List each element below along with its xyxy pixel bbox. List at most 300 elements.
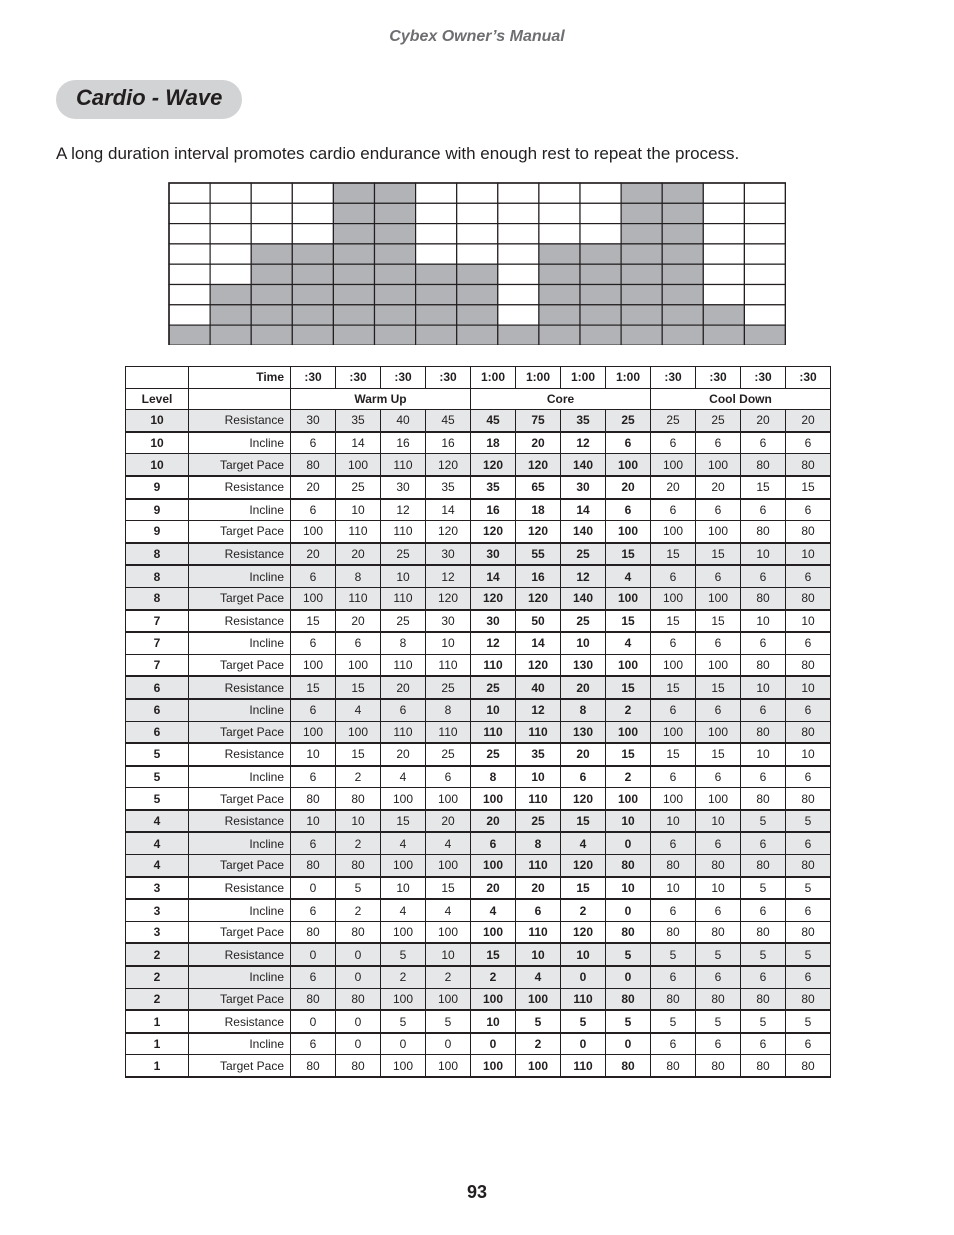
level-cell: 10 [126, 454, 189, 476]
profile-empty-cell [251, 183, 292, 203]
value-cell: 25 [426, 676, 471, 699]
level-cell: 6 [126, 699, 189, 721]
value-cell: 12 [381, 499, 426, 521]
profile-empty-cell [457, 244, 498, 264]
profile-bar-segment [662, 264, 703, 284]
value-cell: 6 [291, 432, 336, 454]
value-cell: 6 [741, 499, 786, 521]
value-cell: 15 [381, 810, 426, 833]
value-cell: 15 [651, 676, 696, 699]
metric-cell: Incline [189, 899, 291, 921]
value-cell: 6 [291, 499, 336, 521]
value-cell: 80 [606, 855, 651, 877]
section-title-pill [56, 80, 242, 119]
table-row [126, 966, 831, 988]
value-cell: 80 [786, 988, 831, 1010]
metric-cell: Incline [189, 1033, 291, 1055]
value-cell: 2 [336, 832, 381, 854]
level-cell: 5 [126, 766, 189, 788]
metric-cell: Resistance [189, 476, 291, 499]
profile-bar-segment [251, 264, 292, 284]
value-cell: 6 [696, 832, 741, 854]
value-cell: 15 [606, 676, 651, 699]
value-cell: 15 [696, 676, 741, 699]
value-cell: 10 [741, 743, 786, 766]
value-cell: 80 [606, 988, 651, 1010]
value-cell: 120 [561, 921, 606, 943]
value-cell: 130 [561, 654, 606, 676]
profile-empty-cell [457, 183, 498, 203]
profile-bar-segment [703, 305, 744, 325]
profile-bar-segment [621, 183, 662, 203]
value-cell: 2 [336, 899, 381, 921]
profile-empty-cell [457, 224, 498, 244]
value-cell: 6 [786, 766, 831, 788]
metric-cell: Incline [189, 966, 291, 988]
value-cell: 100 [516, 1055, 561, 1077]
value-cell: 15 [696, 743, 741, 766]
value-cell: 14 [561, 499, 606, 521]
profile-empty-cell [169, 224, 210, 244]
table-row [126, 499, 831, 521]
profile-bar-segment [210, 305, 251, 325]
table-row [126, 877, 831, 900]
value-cell: 30 [561, 476, 606, 499]
time-header-cell: 1:00 [561, 367, 606, 389]
profile-bar-segment [621, 244, 662, 264]
value-cell: 80 [786, 1055, 831, 1077]
value-cell: 6 [741, 432, 786, 454]
value-cell: 25 [651, 410, 696, 432]
value-cell: 110 [426, 721, 471, 743]
value-cell: 0 [291, 1010, 336, 1033]
workout-profile-svg [168, 182, 786, 345]
value-cell: 5 [786, 877, 831, 900]
value-cell: 30 [426, 543, 471, 566]
profile-bar-segment [210, 285, 251, 305]
value-cell: 6 [291, 966, 336, 988]
profile-bar-segment [375, 305, 416, 325]
value-cell: 18 [471, 432, 516, 454]
value-cell: 4 [606, 632, 651, 654]
profile-bar-segment [292, 285, 333, 305]
metric-cell: Target Pace [189, 988, 291, 1010]
value-cell: 35 [471, 476, 516, 499]
level-cell: 4 [126, 832, 189, 854]
value-cell: 110 [471, 654, 516, 676]
metric-cell: Target Pace [189, 587, 291, 609]
profile-bar-segment [375, 264, 416, 284]
value-cell: 20 [651, 476, 696, 499]
profile-bar-segment [539, 285, 580, 305]
profile-bar-segment [662, 183, 703, 203]
value-cell: 2 [561, 899, 606, 921]
value-cell: 20 [291, 476, 336, 499]
value-cell: 20 [471, 810, 516, 833]
profile-empty-cell [416, 203, 457, 223]
profile-bar-segment [416, 325, 457, 345]
value-cell: 6 [741, 832, 786, 854]
value-cell: 12 [426, 565, 471, 587]
value-cell: 4 [381, 899, 426, 921]
profile-empty-cell [703, 264, 744, 284]
time-header-row [126, 367, 831, 389]
value-cell: 120 [561, 855, 606, 877]
value-cell: 5 [606, 943, 651, 966]
profile-bar-segment [292, 244, 333, 264]
value-cell: 2 [606, 766, 651, 788]
time-header-cell: :30 [786, 367, 831, 389]
value-cell: 15 [336, 743, 381, 766]
value-cell: 10 [561, 632, 606, 654]
value-cell: 110 [381, 654, 426, 676]
value-cell: 6 [786, 499, 831, 521]
value-cell: 100 [606, 788, 651, 810]
value-cell: 25 [471, 743, 516, 766]
value-cell: 20 [381, 743, 426, 766]
level-cell: 2 [126, 966, 189, 988]
value-cell: 10 [651, 810, 696, 833]
table-row [126, 587, 831, 609]
level-cell: 7 [126, 632, 189, 654]
profile-bar-segment [375, 203, 416, 223]
value-cell: 120 [516, 521, 561, 543]
profile-bar-segment [457, 285, 498, 305]
value-cell: 80 [786, 587, 831, 609]
metric-cell: Incline [189, 699, 291, 721]
profile-bar-segment [621, 285, 662, 305]
value-cell: 6 [291, 832, 336, 854]
value-cell: 110 [516, 721, 561, 743]
level-cell: 3 [126, 921, 189, 943]
level-cell: 4 [126, 855, 189, 877]
table-row [126, 521, 831, 543]
value-cell: 6 [291, 1033, 336, 1055]
value-cell: 15 [606, 743, 651, 766]
metric-cell: Incline [189, 499, 291, 521]
value-cell: 100 [381, 788, 426, 810]
value-cell: 0 [561, 1033, 606, 1055]
value-cell: 120 [426, 454, 471, 476]
profile-empty-cell [498, 183, 539, 203]
value-cell: 100 [651, 788, 696, 810]
value-cell: 4 [426, 899, 471, 921]
value-cell: 100 [606, 654, 651, 676]
profile-bar-segment [662, 325, 703, 345]
value-cell: 80 [336, 855, 381, 877]
table-row [126, 921, 831, 943]
value-cell: 6 [741, 1033, 786, 1055]
value-cell: 20 [696, 476, 741, 499]
profile-bar-segment [621, 325, 662, 345]
profile-bar-segment [292, 305, 333, 325]
value-cell: 100 [471, 988, 516, 1010]
value-cell: 12 [561, 432, 606, 454]
metric-cell: Target Pace [189, 921, 291, 943]
value-cell: 120 [561, 788, 606, 810]
metric-cell: Target Pace [189, 721, 291, 743]
metric-cell: Resistance [189, 810, 291, 833]
value-cell: 20 [741, 410, 786, 432]
profile-empty-cell [210, 203, 251, 223]
value-cell: 6 [651, 766, 696, 788]
value-cell: 5 [651, 1010, 696, 1033]
value-cell: 16 [381, 432, 426, 454]
table-row [126, 632, 831, 654]
value-cell: 80 [336, 1055, 381, 1077]
value-cell: 6 [696, 1033, 741, 1055]
level-cell: 2 [126, 943, 189, 966]
profile-bar-segment [292, 264, 333, 284]
value-cell: 4 [471, 899, 516, 921]
time-header-cell: 1:00 [606, 367, 651, 389]
value-cell: 10 [606, 877, 651, 900]
profile-bar-segment [539, 244, 580, 264]
profile-bar-segment [251, 244, 292, 264]
value-cell: 6 [741, 699, 786, 721]
profile-bar-segment [333, 244, 374, 264]
value-cell: 0 [336, 1010, 381, 1033]
profile-bar-segment [210, 325, 251, 345]
value-cell: 6 [741, 766, 786, 788]
value-cell: 35 [336, 410, 381, 432]
value-cell: 5 [336, 877, 381, 900]
value-cell: 130 [561, 721, 606, 743]
value-cell: 80 [291, 788, 336, 810]
level-cell: 8 [126, 587, 189, 609]
value-cell: 80 [741, 587, 786, 609]
value-cell: 8 [336, 565, 381, 587]
table-row [126, 832, 831, 854]
profile-empty-cell [580, 183, 621, 203]
metric-cell: Resistance [189, 877, 291, 900]
value-cell: 15 [561, 877, 606, 900]
value-cell: 80 [696, 855, 741, 877]
value-cell: 100 [291, 721, 336, 743]
profile-empty-cell [292, 224, 333, 244]
profile-bar-segment [621, 264, 662, 284]
profile-empty-cell [703, 183, 744, 203]
value-cell: 10 [291, 743, 336, 766]
value-cell: 5 [786, 943, 831, 966]
value-cell: 25 [561, 610, 606, 633]
value-cell: 100 [606, 587, 651, 609]
table-row [126, 810, 831, 833]
value-cell: 80 [741, 855, 786, 877]
value-cell: 110 [381, 454, 426, 476]
value-cell: 30 [426, 610, 471, 633]
profile-bar-segment [375, 244, 416, 264]
value-cell: 40 [381, 410, 426, 432]
value-cell: 12 [561, 565, 606, 587]
profile-empty-cell [498, 203, 539, 223]
value-cell: 120 [516, 654, 561, 676]
value-cell: 80 [741, 788, 786, 810]
value-cell: 6 [651, 565, 696, 587]
level-cell: 8 [126, 565, 189, 587]
profile-empty-cell [169, 264, 210, 284]
value-cell: 6 [741, 899, 786, 921]
value-cell: 6 [471, 832, 516, 854]
value-cell: 120 [426, 521, 471, 543]
value-cell: 4 [381, 766, 426, 788]
value-cell: 45 [471, 410, 516, 432]
profile-empty-cell [251, 203, 292, 223]
metric-cell: Resistance [189, 1010, 291, 1033]
value-cell: 6 [291, 699, 336, 721]
level-cell: 2 [126, 988, 189, 1010]
value-cell: 100 [336, 654, 381, 676]
value-cell: 6 [651, 832, 696, 854]
intro-paragraph: A long duration interval promotes cardio endurance with enough rest to repeat the process. [56, 144, 740, 163]
value-cell: 110 [561, 988, 606, 1010]
profile-empty-cell [498, 285, 539, 305]
value-cell: 4 [561, 832, 606, 854]
value-cell: 6 [291, 632, 336, 654]
value-cell: 6 [741, 632, 786, 654]
metric-cell: Target Pace [189, 454, 291, 476]
value-cell: 16 [426, 432, 471, 454]
time-header-cell: :30 [696, 367, 741, 389]
profile-bar-segment [662, 224, 703, 244]
value-cell: 20 [291, 543, 336, 566]
profile-bar-segment [457, 305, 498, 325]
value-cell: 80 [606, 921, 651, 943]
value-cell: 100 [291, 587, 336, 609]
profile-bar-segment [169, 325, 210, 345]
metric-cell: Target Pace [189, 521, 291, 543]
value-cell: 6 [786, 565, 831, 587]
value-cell: 5 [651, 943, 696, 966]
profile-empty-cell [169, 183, 210, 203]
value-cell: 8 [426, 699, 471, 721]
profile-bar-segment [580, 325, 621, 345]
level-cell: 1 [126, 1010, 189, 1033]
value-cell: 6 [336, 632, 381, 654]
level-cell: 3 [126, 877, 189, 900]
value-cell: 6 [741, 565, 786, 587]
value-cell: 110 [516, 788, 561, 810]
phase-header-cell: Warm Up [291, 388, 471, 410]
value-cell: 100 [471, 788, 516, 810]
profile-bar-segment [375, 285, 416, 305]
level-cell: 10 [126, 432, 189, 454]
profile-empty-cell [210, 224, 251, 244]
value-cell: 30 [471, 543, 516, 566]
value-cell: 16 [471, 499, 516, 521]
profile-bar-segment [498, 325, 539, 345]
value-cell: 5 [741, 810, 786, 833]
value-cell: 20 [786, 410, 831, 432]
value-cell: 0 [336, 1033, 381, 1055]
value-cell: 6 [651, 632, 696, 654]
value-cell: 14 [516, 632, 561, 654]
metric-cell: Incline [189, 632, 291, 654]
value-cell: 100 [381, 1055, 426, 1077]
time-header-cell: :30 [291, 367, 336, 389]
value-cell: 100 [426, 988, 471, 1010]
level-cell: 3 [126, 899, 189, 921]
profile-empty-cell [416, 244, 457, 264]
time-header-cell: :30 [426, 367, 471, 389]
value-cell: 75 [516, 410, 561, 432]
profile-empty-cell [744, 203, 785, 223]
profile-bar-segment [539, 305, 580, 325]
value-cell: 15 [336, 676, 381, 699]
profile-bar-segment [416, 305, 457, 325]
value-cell: 25 [471, 676, 516, 699]
metric-cell: Resistance [189, 743, 291, 766]
value-cell: 80 [291, 1055, 336, 1077]
workout-profile-chart [168, 182, 786, 345]
table-row [126, 988, 831, 1010]
value-cell: 80 [786, 454, 831, 476]
value-cell: 6 [651, 432, 696, 454]
value-cell: 80 [291, 921, 336, 943]
value-cell: 140 [561, 587, 606, 609]
level-cell: 1 [126, 1055, 189, 1077]
profile-empty-cell [744, 224, 785, 244]
profile-empty-cell [744, 244, 785, 264]
value-cell: 120 [516, 454, 561, 476]
value-cell: 10 [471, 699, 516, 721]
table-row [126, 1033, 831, 1055]
value-cell: 15 [651, 543, 696, 566]
table-row [126, 476, 831, 499]
value-cell: 5 [516, 1010, 561, 1033]
metric-cell: Incline [189, 832, 291, 854]
profile-empty-cell [416, 183, 457, 203]
table-row [126, 654, 831, 676]
value-cell: 15 [606, 610, 651, 633]
profile-empty-cell [703, 244, 744, 264]
table-row [126, 699, 831, 721]
value-cell: 6 [291, 766, 336, 788]
value-cell: 8 [381, 632, 426, 654]
value-cell: 0 [291, 877, 336, 900]
metric-cell: Resistance [189, 676, 291, 699]
value-cell: 100 [651, 587, 696, 609]
value-cell: 10 [786, 743, 831, 766]
value-cell: 80 [651, 1055, 696, 1077]
profile-bar-segment [251, 325, 292, 345]
profile-empty-cell [498, 264, 539, 284]
value-cell: 5 [426, 1010, 471, 1033]
profile-bar-segment [662, 203, 703, 223]
profile-bar-segment [333, 203, 374, 223]
value-cell: 10 [561, 943, 606, 966]
value-cell: 15 [651, 743, 696, 766]
value-cell: 6 [786, 432, 831, 454]
value-cell: 6 [741, 966, 786, 988]
value-cell: 80 [291, 454, 336, 476]
profile-bar-segment [744, 325, 785, 345]
value-cell: 5 [561, 1010, 606, 1033]
value-cell: 6 [786, 1033, 831, 1055]
value-cell: 6 [651, 899, 696, 921]
value-cell: 120 [471, 454, 516, 476]
value-cell: 80 [651, 855, 696, 877]
value-cell: 6 [696, 432, 741, 454]
phase-header-row [126, 388, 831, 410]
level-label: Level [126, 388, 189, 410]
profile-empty-cell [498, 244, 539, 264]
value-cell: 30 [381, 476, 426, 499]
table-row [126, 855, 831, 877]
value-cell: 80 [786, 654, 831, 676]
level-cell: 9 [126, 499, 189, 521]
value-cell: 20 [606, 476, 651, 499]
